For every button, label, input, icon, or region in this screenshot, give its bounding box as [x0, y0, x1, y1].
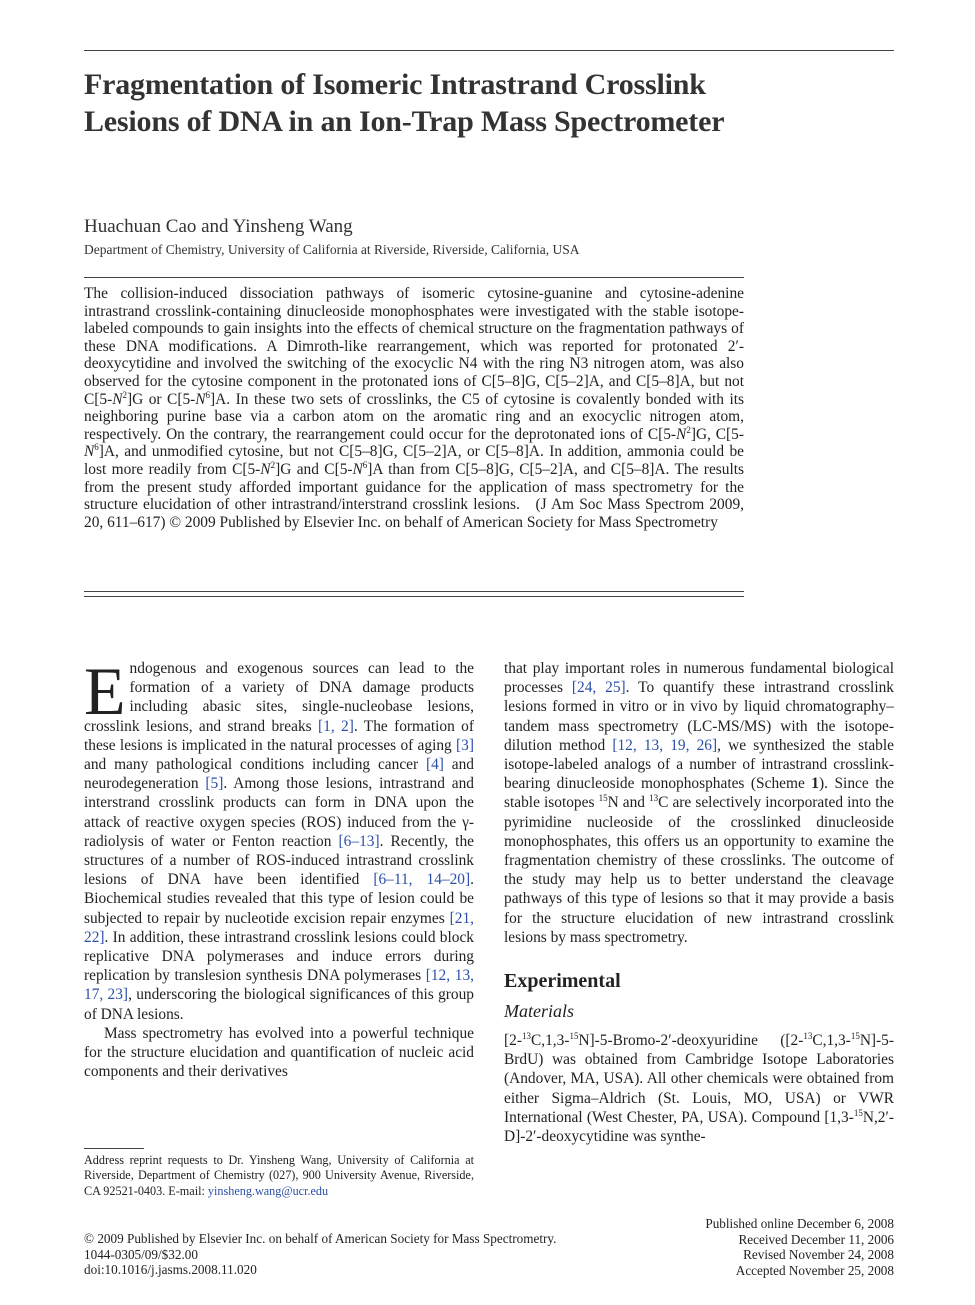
- top-rule: [84, 50, 894, 51]
- doi: doi:10.1016/j.jasms.2008.11.020: [84, 1262, 257, 1277]
- citation-link[interactable]: [21, 22]: [84, 909, 474, 946]
- footnote-rule: [84, 1148, 144, 1149]
- materials-paragraph: [2-$^{13}$C,1,3-$^{15}$N]-5-Bromo-2′-deoxyuridine ([2-$^{13}$C,1,3-$^{15}$N]-5-BrdU) was obtained from Cambridge Isotope Laboratories (Andover, MA, USA). All other chemicals were obtained from either Sigma–Aldrich (St. Louis, MO, USA) or VWR International (West Chester, PA, USA). Compound [1,3-$^{15}$N,2′-D]-2′-deoxycytidine was synthe-: [504, 1030, 894, 1146]
- citation-link[interactable]: [24, 25]: [571, 679, 626, 697]
- drop-cap: E: [84, 653, 126, 729]
- subsection-heading-materials: Materials: [504, 1001, 574, 1022]
- abstract-bottom-rule-2: [84, 596, 744, 597]
- citation-link[interactable]: [12, 13, 17, 23]: [84, 967, 475, 1004]
- abstract: The collision-induced dissociation pathways of isomeric cytosine-guanine and cytosine-adenine intrastrand crosslink-containing dinucleoside monophosphates were investigated with the stable isotope-labeled compounds to gain insights into the effects of chemical structure on the fragmentation pathways of these DNA modifications. A Dimroth-like rearrangement, which was reported for protonated 2′-deoxycytidine and involved the switching of the exocyclic N4 with the ring N3 nitrogen atom, was also observed for the cytosine component in the protonated ions of C[5–8]G, C[5–2]A, and C[5–8]A, but not $C[5-N^2]G$ or $C[5-N^6]A$. In these two sets of crosslinks, the C5 of cytosine is covalently bonded with its neighboring purine base via a carbon atom on the aromatic ring and an exocyclic nitrogen atom, respectively. On the contrary, the rearrangement could occur for the deprotonated ions of $C[5-N^2]G$, $C[5-N^6]A$, and unmodified cytosine, but not C[5–8]G, C[5–2]A, or C[5–8]A. In addition, ammonia could be lost more readily from $C[5-N^2]G$ and $C[5-N^6]A$ than from C[5–8]G, C[5–2]A, and C[5–8]A. The results from the present study afforded important guidance for the application of mass spectrometry for the structure elucidation of other intrastrand/interstrand crosslink lesions. (J Am Soc Mass Spectrom 2009, 20, 611–617) © 2009 Published by Elsevier Inc. on behalf of American Society for Mass Spectrometry: [84, 285, 744, 531]
- abstract-bottom-rule-1: [84, 591, 744, 592]
- affiliation: Department of Chemistry, University of California at Riverside, Riverside, California, USA: [84, 242, 580, 257]
- abstract-top-rule: [84, 277, 744, 278]
- left-column: [84, 653, 475, 1081]
- article-title: Fragmentation of Isomeric Intrastrand Crosslink Lesions of DNA in an Ion-Trap Mass Spectrometer: [84, 68, 725, 138]
- citation-link[interactable]: [5]: [205, 775, 224, 793]
- intro-paragraph-3: that play important roles in numerous fundamental biological processes [24, 25]. To quantify these intrastrand crosslink lesions formed in vitro or in vivo by liquid chromatography–tandem mass spectrometry (LC-MS/MS) with the isotope-dilution method [12, 13, 19, 26], we synthesized the stable isotope-labeled analogs of a number of intrastrand crosslink-bearing dinucleoside monophosphates (Scheme 1). Since the stable isotopes $^{15}$N and $^{13}$C are selectively incorporated into the pyrimidine nucleoside of the crosslinked dinucleoside monophosphates, this offers us an opportunity to examine the fragmentation chemistry of these crosslinks. The outcome of the study may help us to better understand the cleavage pathways of this type of lesions so that it may provide a basis for the structure elucidation of new intrastrand crosslink lesions by mass spectrometry.: [504, 660, 894, 946]
- citation-link[interactable]: [6–11, 14–20]: [373, 871, 471, 889]
- intro-paragraph-1: Endogenous and exogenous sources can lead to the formation of a variety of DNA damage products including abasic sites, single-nucleobase lesions, crosslink lesions, and strand breaks [1, 2]. The formation of these lesions is implicated in the natural processes of aging [3] and many pathological conditions including cancer [4] and neurodegeneration [5]. Among those lesions, intrastrand and interstrand crosslink products can form in DNA upon the attack of reactive oxygen species (ROS) induced from the γ-radiolysis of water or Fenton reaction [6–13]. Recently, the structures of a number of ROS-induced intrastrand crosslink lesions of DNA have been identified [6–11, 14–20]. Biochemical studies revealed that this type of lesion could be subjected to repair by nucleotide excision repair enzymes [21, 22]. In addition, these intrastrand crosslink lesions could block replicative DNA polymerases and induce errors during replication by translesion synthesis DNA polymerases [12, 13, 17, 23], underscoring the biological significances of this group of DNA lesions.: [84, 653, 475, 1023]
- right-column: [504, 659, 894, 1146]
- citation-link[interactable]: [12, 13, 19, 26]: [612, 736, 718, 754]
- citation-link[interactable]: [6–13]: [338, 832, 380, 850]
- footer-dates: Published online December 6, 2008 Received December 11, 2006 Revised November 24, 2008 Accepted November 25, 2008: [705, 1216, 894, 1278]
- citation: (J Am Soc Mass Spectrom 2009, 20, 611–617) © 2009 Published by Elsevier Inc. on behalf of American Society for Mass Spectrometry: [84, 496, 744, 531]
- citation-link[interactable]: [4]: [425, 756, 444, 774]
- citation-link[interactable]: [3]: [456, 736, 474, 754]
- citation-link[interactable]: [1, 2]: [318, 717, 354, 735]
- correspondence-footnote: Address reprint requests to Dr. Yinsheng Wang, University of California at Riverside, Department of Chemistry (027), 900 University Avenue, Riverside, CA 92521-0403. E-mail: yinsheng.wang@ucr.edu: [84, 1153, 474, 1198]
- section-heading-experimental: Experimental: [504, 970, 621, 993]
- intro-paragraph-2: Mass spectrometry has evolved into a powerful technique for the structure elucidation and quantification of nucleic acid components and their derivatives: [84, 1024, 474, 1081]
- footer-copyright: © 2009 Published by Elsevier Inc. on behalf of American Society for Mass Spectrometry. 1044-0305/09/$32.00 doi:10.1016/j.jasms.2008.11.020: [84, 1231, 557, 1277]
- authors: Huachuan Cao and Yinsheng Wang: [84, 216, 353, 237]
- email-link[interactable]: yinsheng.wang@ucr.edu: [207, 1183, 329, 1198]
